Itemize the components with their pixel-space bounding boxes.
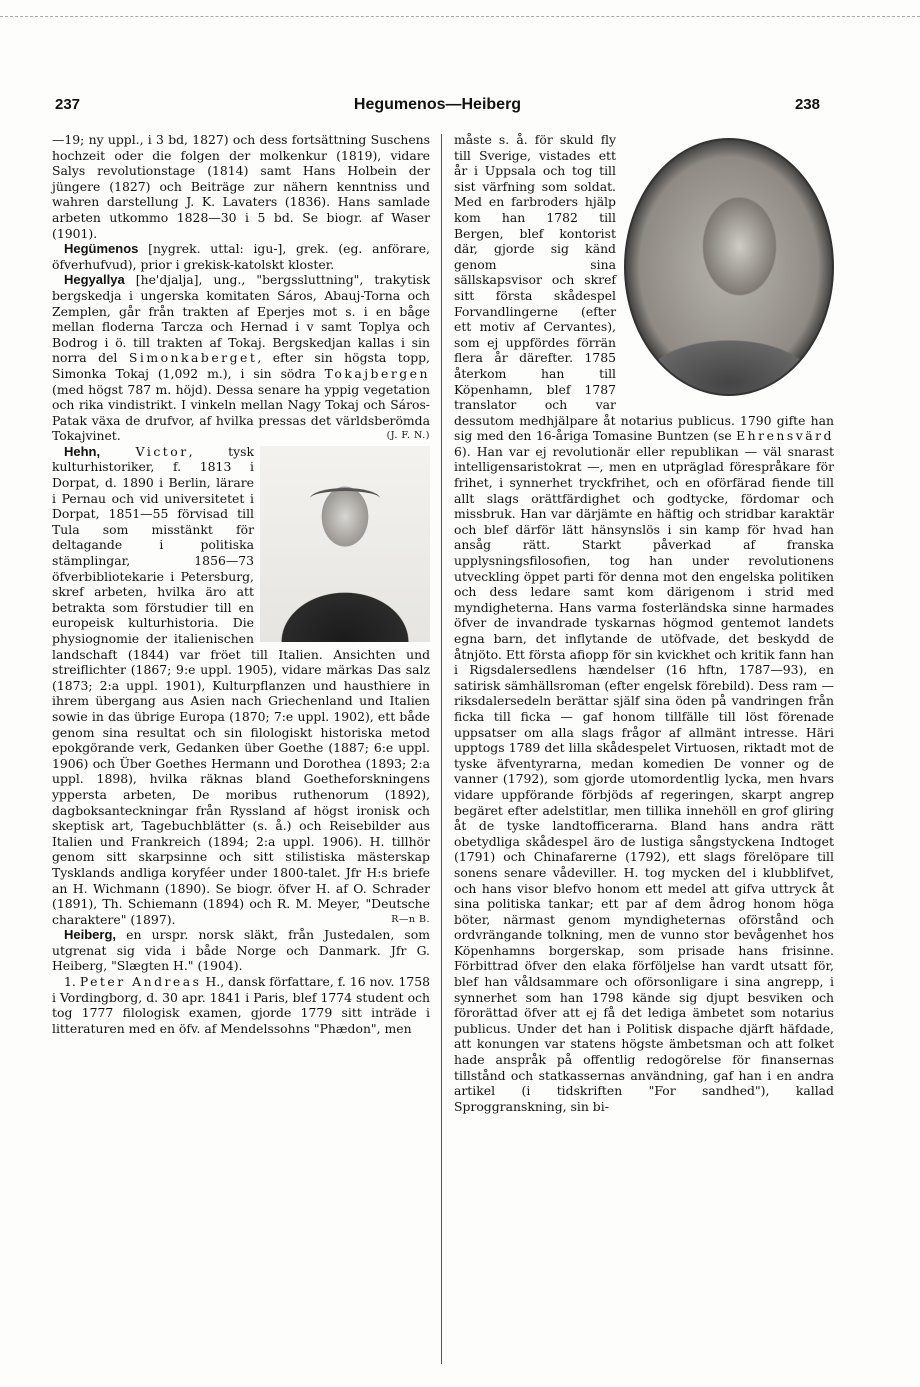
entry-hegyallya bbox=[52, 272, 430, 444]
top-rule bbox=[0, 16, 920, 17]
spaced-term: Tokajbergen bbox=[324, 365, 430, 381]
author-signature: R—n B. bbox=[391, 913, 430, 925]
page-header bbox=[55, 96, 820, 120]
page-number-left: 237 bbox=[55, 96, 81, 113]
entry-heiberg bbox=[52, 927, 430, 974]
entry-text: [nygrek. uttal: igu-], grek. (eg. anförare, öfverhufvud), prior i grekisk-katolskt kloster. bbox=[52, 241, 430, 272]
paragraph-heiberg-continuation bbox=[454, 132, 834, 1114]
entry-peter-andreas-heiberg bbox=[52, 974, 430, 1036]
entry-text: , tysk kulturhistoriker, f. 1813 i Dorpat, d. 1890 i Berlin, lärare i Pernau och vid universitetet i Dorpat, 1851—55 förvisad till Tula som misstänkt för deltagande i politiska stämplingar, 1856—73 öfverbibliotekarie i Petersburg, skref arbeten, hvilka äro att betrakta som förstudier till en europeisk kulturhistoria. Die physiognomie der italienischen landschaft (1844) var fröet till Italien. Ansichten und streiflichter (1867; 9:e uppl. 1905), vidare märkas Das salz (1873; 2:a uppl. 1901), Kulturpflanzen und hausthiere in ihrem übergang aus Asien nach Griechenland und Italien sowie in das übrige Europa (1870; 7:e uppl. 1902), ett både genom sina resultat och sin filologiskt historiska metod epokgörande verk, Gedanken über Goethe (1887; 6:e uppl. 1906) och Über Goethes Hermann und Dorothea (1893; 2:a uppl. 1898), hvilka räknas bland Goetheforskningens yppersta arbeten, De moribus ruthenorum (1892), dagboksanteckningar från Ryssland af högst ironisk och skeptisk art, Tagebuchblätter (s. å.) och Reisebilder aus Italien und Frankreich (1894; 2:a uppl. 1906). H. tillhör genom sitt skarpsinne och sitt stilistiska mästerskap Tysklands andliga koryféer under 1800-talet. Jfr H:s briefe an H. Wichmann (1890). Se biogr. öfver H. af O. Schrader (1891), Th. Schiemann (1894) och R. M. Meyer, "Deutsche charaktere" (1897). bbox=[52, 443, 430, 927]
entry-number: 1. bbox=[64, 974, 76, 990]
paragraph-lavater-continuation: —19; ny uppl., i 3 bd, 1827) och dess fortsättning Suschens hochzeit oder die folgen der molkenkur (1819), vidare Salys revolutionstage (1814) samt Hans Holbein der jüngere (1827) och Beiträge zur nähern kenntniss und wahren darstellung J. K. Lavaters (1836). Hans samlade arbeten utkommo 1828—30 i 5 bd. Se biogr. af Waser (1901). bbox=[52, 132, 430, 241]
page-number-right: 238 bbox=[794, 96, 820, 113]
entry-hehn bbox=[52, 444, 430, 927]
entry-hegumenos bbox=[52, 241, 430, 272]
entry-text: måste s. å. för skuld fly till Sverige, vistades ett år i Uppsala och tog till sist värfning som soldat. Med en farbroders hjälp kom han 1782 till Bergen, blef kontorist där, gjorde sig känd genom sina sällskapsvisor och skref sitt första skådespel Forvandlingerne (efter ett motiv af Cervantes), som ej uppfördes förrän flera år därefter. 1785 återkom han till Köpenhamn, blef 1787 translator och var dessutom medhjälpare åt notarius publicus. 1790 gifte han sig med den 16-åriga Tomasine Buntzen (se bbox=[454, 132, 834, 444]
entry-text: [he'djalja], ung., "bergssluttning", trakytisk bergskedja i ungerska komitaten Sáros, Abauj-Torna och Zemplen, går från trakten af Eperjes mot s. i en båge mellan floderna Tarcza och Hernad i v samt Toplya och Bodrog i ö. till trakten af Tokaj. Bergskedjan kallas i sin norra del bbox=[52, 272, 430, 366]
column-divider bbox=[441, 134, 442, 1364]
running-title: Hegumenos—Heiberg bbox=[353, 96, 522, 113]
author-signature: (J. F. N.) bbox=[386, 430, 430, 442]
entry-text: (med högst 787 m. höjd). Dessa senare ha yppig vegetation och rika vindistrikt. I vinkeln mellan Nagy Tokaj och Sáros-Patak växa de drufvor, af hvilka pressas det världsberömda Tokajvinet. bbox=[52, 381, 430, 444]
headword-heiberg: Heiberg, bbox=[64, 927, 117, 943]
entry-text: 6). Han var ej revolutionär eller republikan — väl snarast intelligensaristokrat —, men en utpräglad förespråkare för frihet, i synnerhet tryckfrihet, och en oförfärad fiende till allt slags orättfärdighet och godtycke, fördomar och missbruk. Han var därjämte en häftig och stridbar karaktär och blef därför lätt hänsynslös i sin kamp för hvad han ansåg rätt. Starkt påverkad af franska upplysningsfilosofien, tog han under revolutionens utveckling öppet parti för denna mot den engelska politiken och dess ledare samt kom därigenom i strid med myndigheterna. Hans varma fosterländska sinne harmades öfver de invandrade tyskarnas högmod gentemot landets egna barn, det inflytande de utöfvade, det beskydd de åtnjöto. Ett första afiopp för sin kvickhet och kritik fann han i Rigsdalersedlens hændelser (16 hftn, 1787—93), en satirisk sämhällsroman (efter engelsk förebild). Dess ram — riksdalersedeln berättar själf sina öden på vandringen från ficka till ficka — gaf honom tillfälle till löst förenade uppsatser om alla slags frågor af allmänt intresse. Häri upptogs 1789 det lilla skådespelet Virtuosen, riktadt mot de tyske äfventyrarna, medan komedien De vonner og de vanner (1792), som gjorde utomordentlig lycka, men hvars vidare uppförande förbjöds af regeringen, skarpt angrep begäret efter adelstitlar, men tillika innehöll en grof gliring åt de tyske landtofficerarna. Bland hans andra rätt obetydliga skådespel äro de lustiga sångstyckena Indtoget (1791) och Chinafarerne (1792), ett slags förelöpare till sonens senare vådeviller. H. tog mycken del i klubblifvet, och hans visor blefvo honom ett medel att gifva uttryck åt sina politiska tankar; ett par af dem ådrog honom höga böter, närmast genom myndigheternas oförstånd och ordvrängande tolkning, men de vunno stor bevågenhet hos Köpenhamns borgerskap, som prisade hans frisinne. Förbittrad öfver den elaka förföljelse han vardt utsatt för, blef han våldsammare och oförsonligare i sina angrepp, i synnerhet som han 1798 kände sig djupt besviken och förorättad öfver att ej få det lediga ämbetet som notarius publicus. Under det han i Politisk dispache djärft häfdade, att konungen var statens högste ämbetsman och att folket hade anspråk på offentlig redogörelse för finansernas tillstånd och statkassernas användning, gaf han i en andra artikel (i tidskriften "For sandhed"), kallad Sproggranskning, sin bi- bbox=[454, 443, 834, 1114]
headword-hehn: Hehn, bbox=[64, 443, 101, 459]
entry-text: en urspr. norsk släkt, från Justedalen, som utgrenat sig vida i både Norge och Danmark. Jfr G. Heiberg, "Slægten H." (1904). bbox=[52, 927, 430, 974]
headword-hegumenos: Hegümenos bbox=[64, 241, 139, 257]
hehn-portrait-image bbox=[260, 446, 430, 642]
entry-text: , efter sin högsta topp, Simonka Tokaj (1,092 m.), i sin södra bbox=[52, 350, 430, 381]
left-column bbox=[52, 132, 430, 1036]
heiberg-portrait-image bbox=[624, 138, 834, 396]
entry-text: H., dansk författare, f. 16 nov. 1758 i Vordingborg, d. 30 apr. 1841 i Paris, blef 1774 student och tog 1777 filologisk examen, gjorde 1779 sitt inträde i litteraturen med en öfv. af Mendelssohns "Phædon", men bbox=[52, 974, 430, 1036]
headword-hegyallya: Hegyallya bbox=[64, 272, 125, 288]
right-column bbox=[454, 132, 834, 1114]
spaced-term: Peter Andreas bbox=[79, 974, 202, 990]
spaced-term: Simonkaberget bbox=[128, 350, 258, 366]
spaced-term: Victor bbox=[135, 443, 189, 459]
spaced-term: Ehrensvärd bbox=[736, 428, 834, 444]
